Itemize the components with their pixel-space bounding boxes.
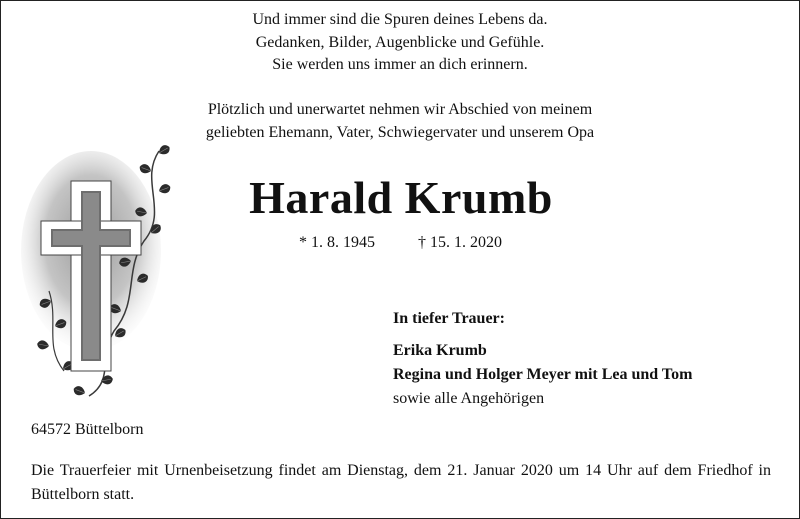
location: 64572 Büttelborn — [31, 421, 144, 438]
death-date: † 15. 1. 2020 — [418, 234, 502, 251]
intro-line-1: Plötzlich und unerwartet nehmen wir Abschied von meinem — [207, 101, 593, 118]
birth-date: * 1. 8. 1945 — [299, 234, 375, 251]
mourning-heading: In tiefer Trauer: — [393, 310, 505, 327]
mourners-block — [393, 307, 692, 411]
poem-line-1: Und immer sind die Spuren deines Lebens da. — [252, 11, 548, 28]
poem-line-3: Sie werden uns immer an dich erinnern. — [272, 56, 528, 73]
funeral-info: Die Trauerfeier mit Urnenbeisetzung findet am Dienstag, dem 21. Januar 2020 um 14 Uhr auf dem Friedhof in Büttelborn statt. — [31, 462, 771, 503]
farewell-intro — [1, 99, 799, 144]
poem-line-2: Gedanken, Bilder, Augenblicke und Gefühle. — [255, 33, 545, 51]
other-relatives: sowie alle Angehörigen — [393, 390, 545, 407]
mourner-name-1: Erika Krumb — [393, 342, 487, 359]
deceased-name: Harald Krumb — [249, 172, 553, 223]
mourner-name-2: Regina und Holger Meyer mit Lea und Tom — [393, 366, 693, 383]
memorial-poem — [1, 9, 799, 77]
intro-line-2: geliebten Ehemann, Vater, Schwiegervater und unserem Opa — [205, 123, 595, 141]
